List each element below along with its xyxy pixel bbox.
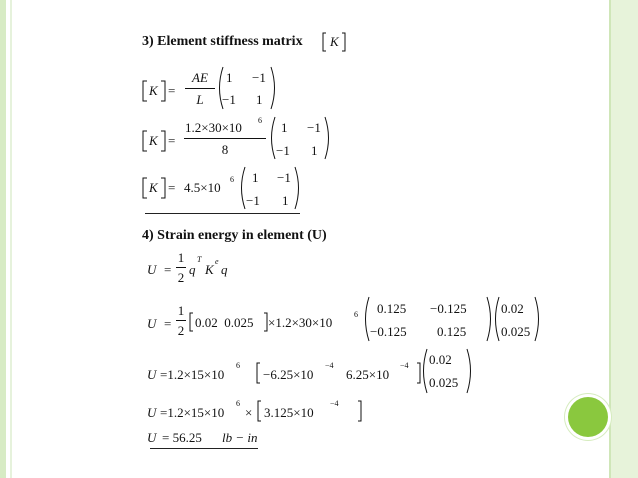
eq3-m22: 1	[282, 193, 289, 208]
eq1-fraction-line	[185, 88, 215, 89]
u4-prefix-exp: 6	[236, 399, 240, 408]
eq1-num: AE	[192, 70, 208, 85]
slide-frame-right	[611, 0, 638, 478]
u1-q2: q	[221, 262, 228, 277]
u3-a-exp: −4	[325, 361, 334, 370]
eq2-equals: =	[168, 133, 176, 148]
eq2-m11: 1	[281, 120, 288, 135]
eq3-K: K	[149, 180, 158, 195]
u3-b: 6.25×10	[346, 367, 390, 382]
u4-times: ×	[245, 405, 253, 420]
eq2-m12: −1	[307, 120, 321, 135]
eq3-m12: −1	[277, 170, 291, 185]
u2-equals: =	[164, 316, 172, 331]
u5-result: = 56.25	[162, 430, 202, 445]
heading-strain-energy: 4) Strain energy in element (U)	[142, 228, 327, 243]
slide-frame-left	[0, 0, 6, 478]
eq2-den: 8	[221, 142, 229, 157]
eq2-m21: −1	[276, 143, 290, 158]
u2-multiplier-exp: 6	[354, 310, 358, 319]
eq1-m21: −1	[222, 92, 236, 107]
u2-v2: 0.025	[501, 324, 531, 339]
u4-U: U	[147, 405, 157, 420]
u3-prefix: =1.2×15×10	[160, 367, 225, 382]
eq1-m22: 1	[256, 92, 263, 107]
u3-prefix-exp: 6	[236, 361, 240, 370]
eq2-num: 1.2×30×10	[185, 120, 242, 135]
u1-e: e	[215, 257, 219, 266]
u1-q: q	[189, 262, 196, 277]
u1-equals: =	[164, 262, 172, 277]
u4-value: 3.125×10	[264, 405, 314, 420]
eq1-K: K	[149, 83, 158, 98]
u5-U: U	[147, 430, 157, 445]
eq3-coefficient: 4.5×10	[184, 180, 221, 195]
u1-U: U	[147, 262, 157, 277]
u1-num: 1	[177, 250, 185, 265]
u2-multiplier: ×1.2×30×10	[268, 315, 333, 330]
u2-fraction-line	[176, 320, 186, 321]
divider-rule	[145, 213, 300, 214]
u3-b-exp: −4	[400, 361, 409, 370]
u2-m22: 0.125	[437, 324, 467, 339]
eq3-m11: 1	[252, 170, 259, 185]
result-underline	[150, 448, 258, 449]
eq2-K: K	[149, 133, 158, 148]
u2-m21: −0.125	[370, 324, 407, 339]
u2-num: 1	[177, 303, 185, 318]
u2-row-vector: 0.02 0.025	[195, 315, 254, 330]
u2-U: U	[147, 316, 157, 331]
heading-stiffness-matrix: 3) Element stiffness matrix	[142, 34, 303, 49]
eq3-coefficient-exp: 6	[230, 175, 234, 184]
u3-U: U	[147, 367, 157, 382]
eq2-m22: 1	[311, 143, 318, 158]
u4-prefix: =1.2×15×10	[160, 405, 225, 420]
u3-v2: 0.025	[429, 375, 459, 390]
u5-unit: lb − in	[222, 430, 258, 445]
eq1-den: L	[196, 92, 204, 107]
eq3-m21: −1	[246, 193, 260, 208]
u1-K: K	[205, 262, 214, 277]
u2-m11: 0.125	[377, 301, 407, 316]
u4-value-exp: −4	[330, 399, 339, 408]
u3-v1: 0.02	[429, 352, 452, 367]
eq1-m12: −1	[252, 70, 266, 85]
u1-T: T	[197, 255, 202, 264]
eq3-equals: =	[168, 180, 176, 195]
eq2-fraction-line	[184, 138, 266, 139]
u2-v1: 0.02	[501, 301, 524, 316]
slide-frame-left-line	[10, 0, 12, 478]
eq2-num-exp: 6	[258, 116, 262, 125]
eq1-m11: 1	[226, 70, 233, 85]
heading-K-symbol: K	[330, 34, 339, 49]
u2-m12: −0.125	[430, 301, 467, 316]
eq1-equals: =	[168, 83, 176, 98]
u1-fraction-line	[176, 267, 186, 268]
green-circle-decoration	[568, 397, 608, 437]
u3-a: −6.25×10	[263, 367, 314, 382]
u1-den: 2	[177, 270, 185, 285]
u2-den: 2	[177, 323, 185, 338]
